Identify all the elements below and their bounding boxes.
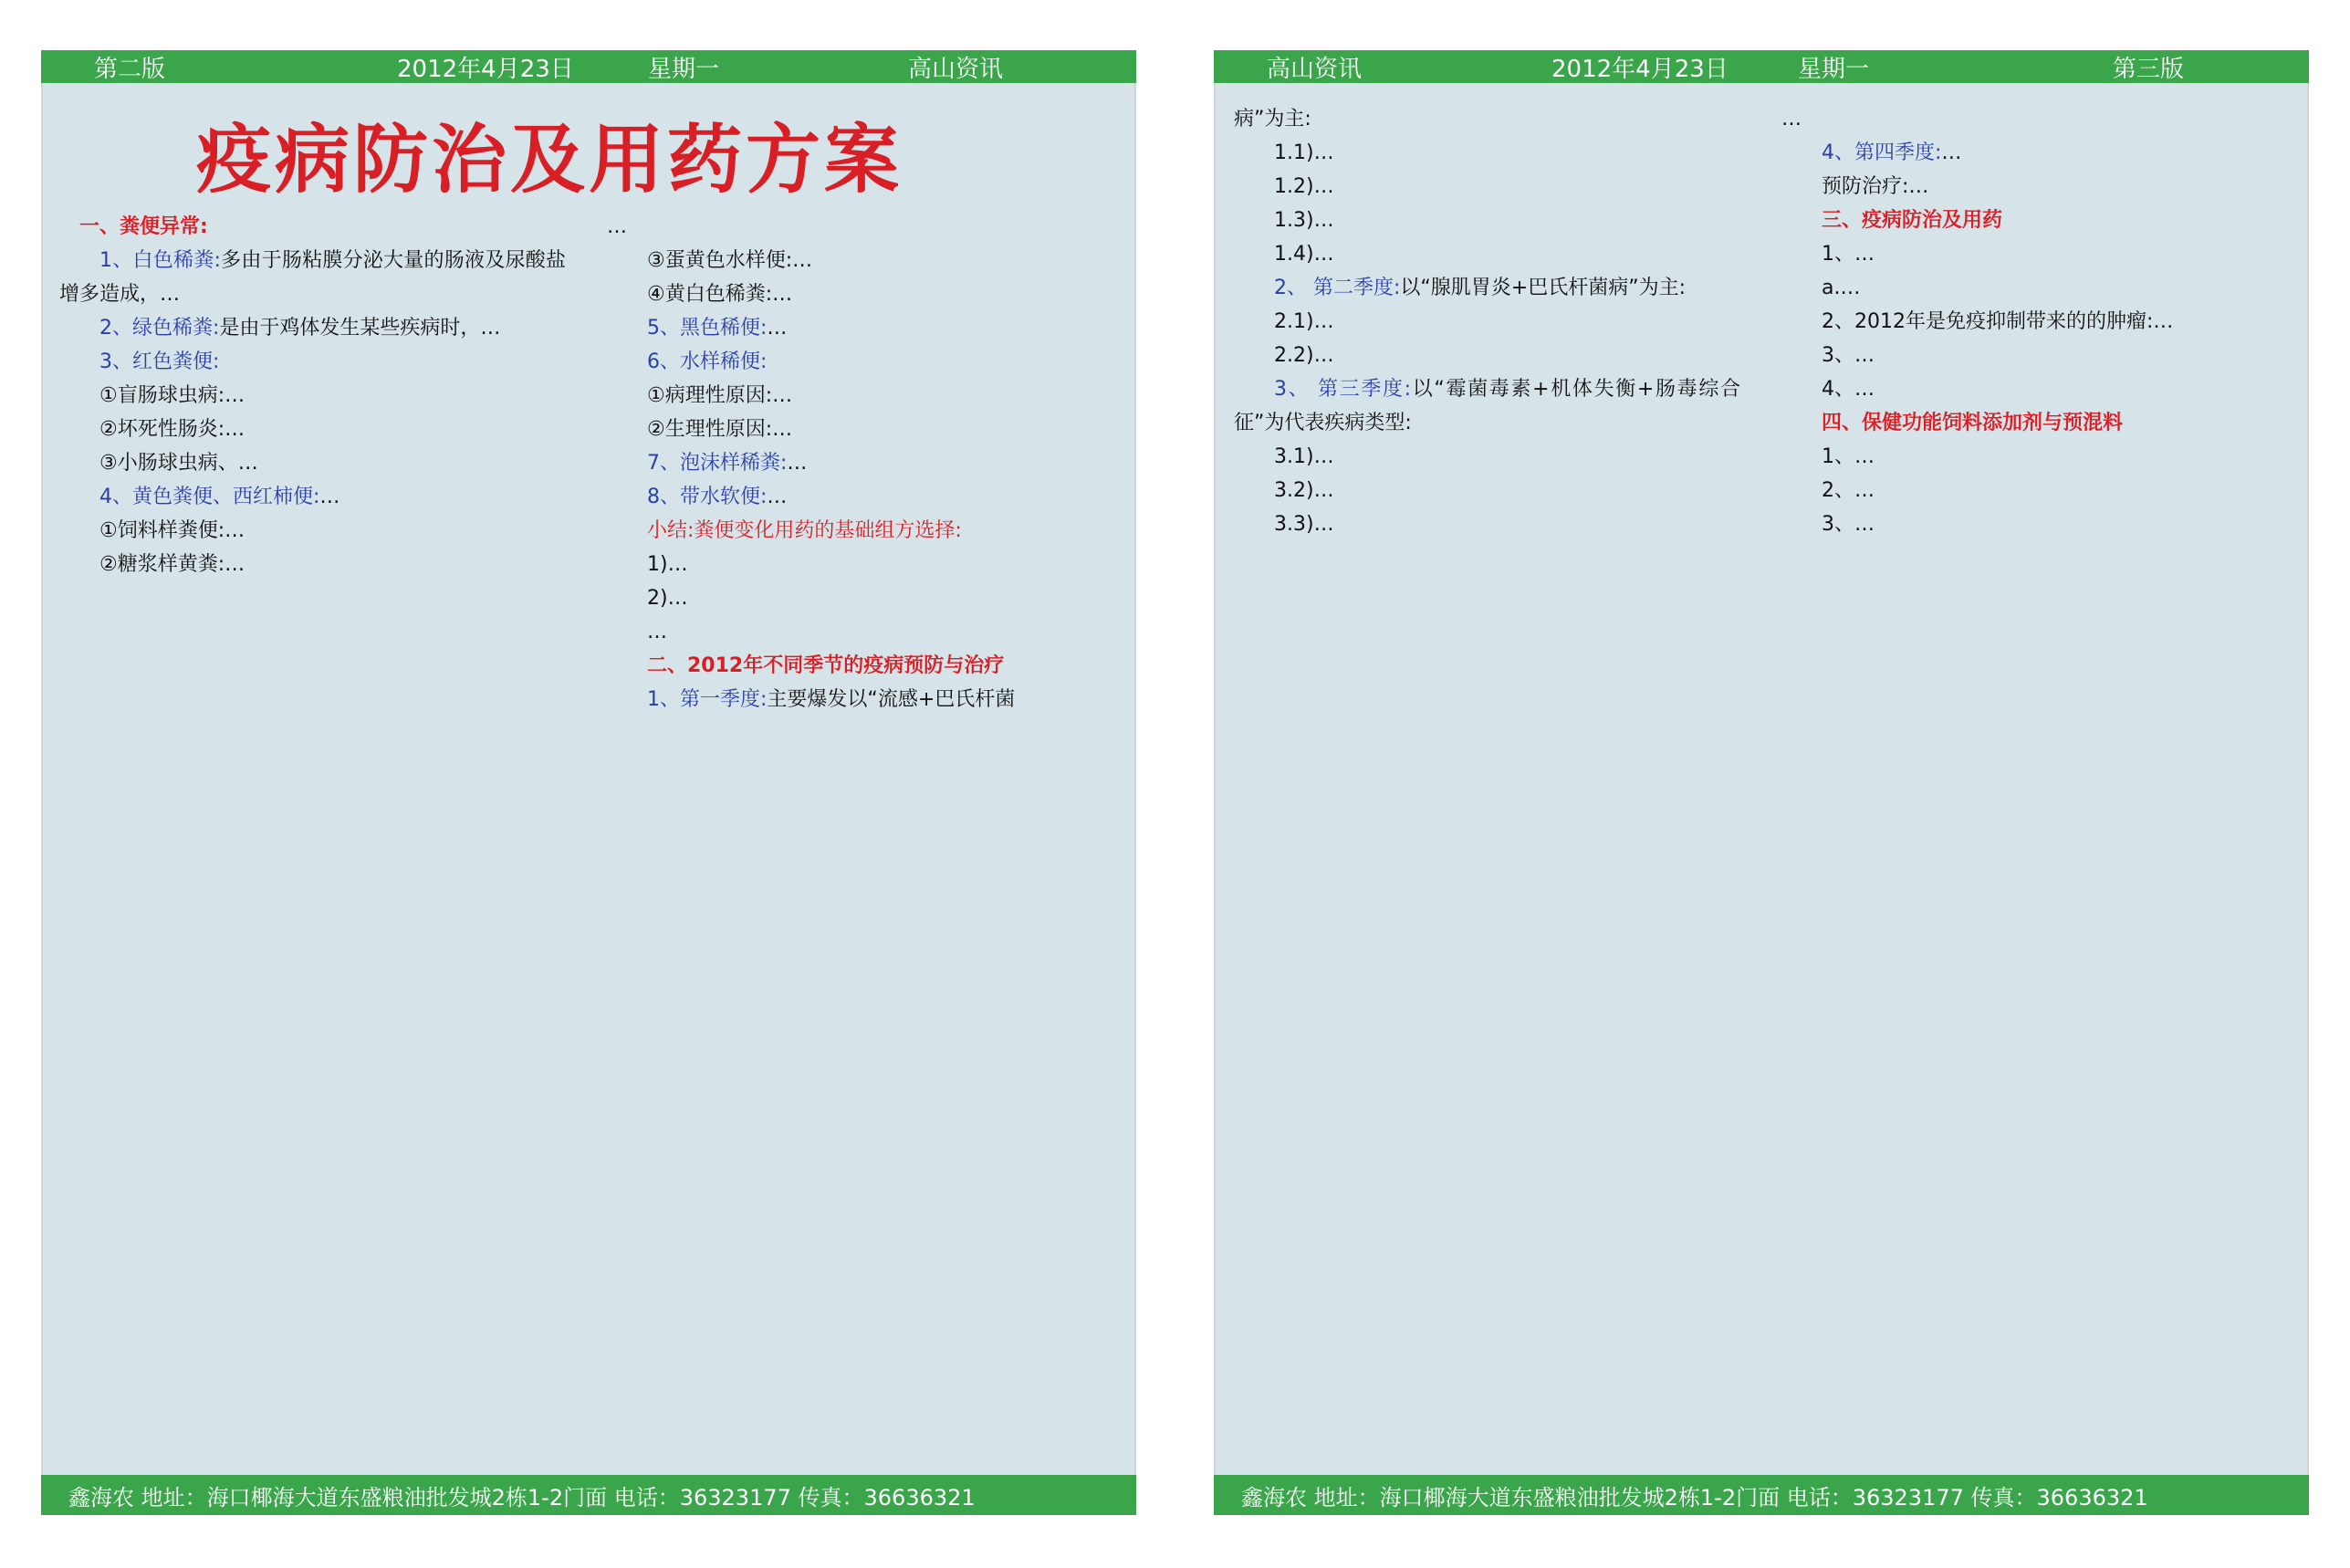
right-page [1186, 0, 2350, 1568]
paragraph: 3.2)… [1274, 479, 1334, 502]
paragraph: 1、… [1822, 445, 1875, 468]
item-label: 7、泡沫样稀粪: [647, 452, 788, 475]
paragraph: 2、… [1822, 479, 1875, 502]
right-header-masthead: 高山资讯 [1267, 55, 1363, 83]
paragraph: 1.1)… [1274, 141, 1334, 164]
paragraph: … [607, 215, 627, 238]
paragraph: 以“腺肌胃炎+巴氏杆菌病”为主: [1400, 277, 1687, 299]
paragraph: ①饲料样粪便:… [99, 519, 245, 542]
paragraph: 是由于鸡体发生某些疾病时，… [219, 317, 501, 340]
paragraph: ③蛋黄色水样便:… [647, 249, 813, 272]
left-column-2 [607, 210, 1113, 1469]
paragraph: ③小肠球虫病、… [99, 452, 258, 475]
right-column-2 [1781, 102, 2288, 1471]
paragraph: … [767, 317, 788, 340]
paragraph: 预防治疗:… [1822, 175, 1929, 198]
paragraph: … [647, 621, 667, 643]
paragraph: 病”为主: [1234, 108, 1311, 131]
summary-label: 小结: [647, 519, 695, 542]
paragraph: a.… [1822, 277, 1861, 299]
paragraph: 主要爆发以“流感+巴氏杆菌 [767, 688, 1016, 711]
paragraph: 3.3)… [1274, 513, 1334, 536]
paragraph: 3.1)… [1274, 445, 1334, 468]
item-label: 4、黄色粪便、西红柿便: [99, 486, 320, 508]
item-label: 3、红色粪便: [99, 350, 220, 373]
paragraph: 以“霉菌毒素+机体失衡+肠毒综合征”为代表疾病类型: [1234, 378, 1740, 434]
paragraph: 3、… [1822, 513, 1875, 536]
paragraph: ①盲肠球虫病:… [99, 384, 245, 407]
paragraph: 1.4)… [1274, 243, 1334, 266]
left-header-edition: 第二版 [94, 55, 166, 83]
left-column-1 [59, 210, 566, 1469]
right-column-1 [1234, 102, 1740, 1471]
section-heading: 三、疫病防治及用药 [1822, 209, 2003, 232]
paragraph: 多由于肠粘膜分泌大量的肠液及尿酸盐增多造成，… [59, 249, 566, 306]
item-label: 1、白色稀粪: [99, 249, 221, 272]
paragraph: … [1941, 141, 1962, 164]
page-title: 疫病防治及用药方案 [196, 116, 903, 204]
left-page [0, 0, 1164, 1568]
left-footer: 鑫海农 地址：海口椰海大道东盛粮油批发城2栋1-2门面 电话：36323177 传真：36636321 [41, 1475, 1136, 1515]
item-label: 4、第四季度: [1822, 141, 1942, 164]
paragraph: 2.2)… [1274, 344, 1334, 367]
item-label: 2、 第二季度: [1274, 277, 1401, 299]
paragraph: … [787, 452, 808, 475]
item-label: 5、黑色稀便: [647, 317, 768, 340]
paragraph: 4、… [1822, 378, 1875, 401]
paragraph: 1、… [1822, 243, 1875, 266]
paragraph: ④黄白色稀粪:… [647, 283, 793, 306]
item-label: 3、 第三季度: [1274, 378, 1412, 401]
paragraph: 3、… [1822, 344, 1875, 367]
section-heading: 二、2012年不同季节的疫病预防与治疗 [647, 654, 1005, 677]
paragraph: … [767, 486, 788, 508]
paragraph: 2)… [647, 587, 688, 610]
summary-title: 粪便变化用药的基础组方选择: [694, 519, 962, 542]
right-header-edition: 第三版 [2113, 55, 2185, 83]
paragraph: ①病理性原因:… [647, 384, 793, 407]
left-header-weekday: 星期一 [648, 55, 720, 83]
left-header-date: 2012年4月23日 [397, 55, 574, 83]
right-header-weekday: 星期一 [1798, 55, 1870, 83]
section-heading: 四、保健功能饲料添加剂与预混料 [1822, 412, 2124, 434]
item-label: 2、绿色稀粪: [99, 317, 220, 340]
paragraph: ②坏死性肠炎:… [99, 418, 245, 441]
paragraph: … [1781, 108, 1802, 131]
paragraph: ②生理性原因:… [647, 418, 793, 441]
paragraph: 2、2012年是免疫抑制带来的的肿瘤:… [1822, 310, 2174, 333]
item-label: 1、第一季度: [647, 688, 768, 711]
item-label: 8、带水软便: [647, 486, 768, 508]
paragraph: … [319, 486, 340, 508]
item-label: 6、水样稀便: [647, 350, 768, 373]
left-header-masthead: 高山资讯 [908, 55, 1004, 83]
section-heading: 一、粪便异常: [79, 215, 208, 238]
paragraph: 1.2)… [1274, 175, 1334, 198]
paragraph: ②糖浆样黄粪:… [99, 553, 245, 576]
paragraph: 1.3)… [1274, 209, 1334, 232]
paragraph: 1)… [647, 553, 688, 576]
right-header-date: 2012年4月23日 [1551, 55, 1729, 83]
left-header-bar [41, 50, 1136, 83]
right-header-bar [1214, 50, 2309, 83]
paragraph: 2.1)… [1274, 310, 1334, 333]
right-footer: 鑫海农 地址：海口椰海大道东盛粮油批发城2栋1-2门面 电话：36323177 传真：36636321 [1214, 1475, 2309, 1515]
